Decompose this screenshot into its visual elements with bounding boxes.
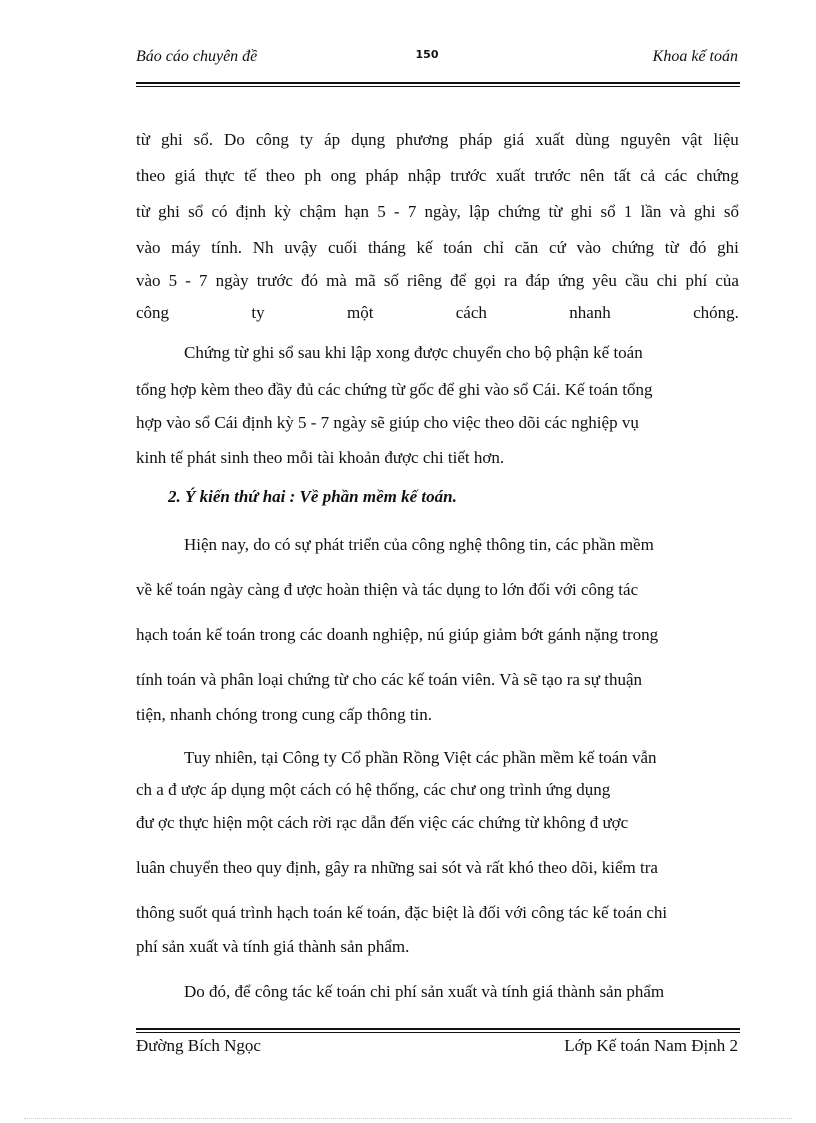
word: dụng (351, 130, 386, 149)
word: trước (256, 271, 293, 290)
text-line: Chứng từ ghi sổ sau khi lập xong được chuyển cho bộ phận kế toán (184, 343, 643, 362)
page-header (136, 46, 738, 70)
word: xuất (495, 166, 526, 185)
text-line (136, 164, 739, 188)
word: mà (326, 271, 347, 290)
word: - (393, 202, 400, 221)
word: cách (455, 303, 487, 322)
text-line: hạch toán kế toán trong các doanh nghiệp, nú giúp giảm bớt gánh nặng trong (136, 625, 659, 644)
word: xuất (535, 130, 565, 149)
word: pháp (365, 166, 399, 185)
word: liệu (713, 130, 739, 149)
text-line (136, 200, 739, 224)
word: cả (640, 166, 656, 185)
word: mã (354, 271, 376, 290)
word: công (255, 130, 289, 149)
word: đó (689, 238, 707, 257)
word: ghi (160, 130, 183, 149)
word: cuối (327, 238, 358, 257)
word: tính. (211, 238, 242, 257)
word: chứng (611, 238, 655, 257)
text-line: luân chuyển theo quy định, gây ra những sai sót và rất khó theo dõi, kiểm tra (136, 858, 658, 877)
word: ra (504, 271, 518, 290)
header-divider (136, 82, 740, 87)
word: cứ (549, 238, 566, 257)
word: trước (450, 166, 487, 185)
word: sổ (600, 202, 616, 221)
word: từ (664, 238, 679, 257)
word: kế (416, 238, 433, 257)
text-line: tiện, nhanh chóng trong cung cấp thông tin. (136, 705, 433, 724)
word: hạn (344, 202, 369, 221)
report-title: Báo cáo chuyên đề (136, 48, 258, 65)
text-line: Tuy nhiên, tại Công ty Cổ phần Rồng Việt các phần mềm kế toán vẫn (184, 748, 657, 767)
word: vào (136, 271, 161, 290)
word: chậm (299, 202, 337, 221)
word: áp (324, 130, 341, 149)
word: giá (174, 166, 196, 185)
word: máy (171, 238, 201, 257)
word: ghi (693, 202, 716, 221)
word: ngày (215, 271, 249, 290)
section-heading: 2. Ý kiến thứ hai : Về phần mềm kế toán. (168, 487, 457, 506)
word: nhập (407, 166, 441, 185)
class-name: Lớp Kế toán Nam Định 2 (564, 1036, 738, 1055)
word: yêu (592, 271, 617, 290)
word: 7 (407, 202, 417, 221)
footer-divider (136, 1028, 740, 1033)
word: ghi (717, 238, 739, 257)
text-line: phí sản xuất và tính giá thành sản phẩm. (136, 937, 410, 956)
word: đáp (525, 271, 550, 290)
word: 5 (168, 271, 178, 290)
word: một (346, 303, 374, 322)
word: pháp (459, 130, 493, 149)
word: từ (136, 202, 150, 221)
word: ong (330, 166, 357, 185)
word: định (235, 202, 266, 221)
word: giá (503, 130, 525, 149)
word: nhanh (569, 303, 611, 322)
text-line (136, 236, 739, 260)
text-line: kinh tế phát sinh theo mỗi tài khoản được chi tiết hơn. (136, 448, 505, 467)
page-number: 150 (415, 48, 439, 61)
word: lần (640, 202, 662, 221)
word: sổ (723, 202, 739, 221)
word: tháng (367, 238, 406, 257)
word: ngày, (424, 202, 461, 221)
word: chứng (497, 202, 541, 221)
text-line: Do đó, để công tác kế toán chi phí sản xuất và tính giá thành sản phẩm (184, 982, 665, 1001)
word: tất (613, 166, 631, 185)
text-line: Hiện nay, do có sự phát triển của công nghệ thông tin, các phần mềm (184, 535, 654, 554)
word: của (715, 271, 739, 290)
word: từ (548, 202, 563, 221)
word: theo (265, 166, 295, 185)
author-name: Đường Bích Ngọc (136, 1036, 261, 1055)
word: ty (251, 303, 265, 322)
word: ứng (557, 271, 585, 290)
word: kỳ (274, 202, 292, 221)
word: thực (204, 166, 235, 185)
text-line: về kế toán ngày càng đ ược hoàn thiện và tác dụng to lớn đối với công tác (136, 580, 639, 599)
word: sổ. (193, 130, 214, 149)
word: dùng (575, 130, 610, 149)
word: ghi (158, 202, 180, 221)
word: số (383, 271, 399, 290)
word: phí (685, 271, 708, 290)
word: chi (656, 271, 678, 290)
word: lập (468, 202, 490, 221)
word: 5 (377, 202, 386, 221)
word: chứng (696, 166, 739, 185)
word: nên (579, 166, 605, 185)
word: Do (224, 130, 245, 149)
word: ty (299, 130, 314, 149)
word: gọi (474, 271, 496, 290)
word: tế (244, 166, 257, 185)
word: đó (300, 271, 318, 290)
word: từ (136, 130, 150, 149)
text-line-spread (136, 301, 739, 325)
word: có (211, 202, 228, 221)
word: 1 (623, 202, 633, 221)
text-line: ch a đ ược áp dụng một cách có hệ thống, các chư ong trình ứng dụng (136, 780, 611, 799)
word: sổ (188, 202, 204, 221)
word: riêng (407, 271, 442, 290)
word: toán (443, 238, 473, 257)
word: các (664, 166, 688, 185)
word: - (185, 271, 191, 290)
word: theo (136, 166, 166, 185)
word: vào (136, 238, 161, 257)
word: vào (576, 238, 602, 257)
word: và (669, 202, 686, 221)
word: trước (534, 166, 571, 185)
word: để (450, 271, 467, 290)
word: nguyên (620, 130, 671, 149)
faculty-name: Khoa kế toán (652, 48, 738, 65)
text-line: thông suốt quá trình hạch toán kế toán, đặc biệt là đối với công tác kế toán chi (136, 903, 668, 922)
word: uvậy (284, 238, 318, 257)
text-line: hợp vào sổ Cái định kỳ 5 - 7 ngày sẽ giúp cho việc theo dõi các nghiệp vụ (136, 413, 639, 432)
page-footer (136, 1036, 738, 1062)
text-line (136, 269, 739, 293)
word: Nh (252, 238, 274, 257)
text-line: tính toán và phân loại chứng từ cho các kế toán viên. Và sẽ tạo ra sự thuận (136, 670, 643, 689)
word: 7 (199, 271, 208, 290)
word: công (136, 303, 170, 322)
word: ghi (570, 202, 593, 221)
word: cầu (624, 271, 649, 290)
page-edge (24, 1118, 792, 1119)
word: chóng. (693, 303, 739, 322)
word: chỉ (483, 238, 504, 257)
text-line (136, 128, 739, 152)
text-line: tổng hợp kèm theo đầy đủ các chứng từ gốc để ghi vào sổ Cái. Kế toán tổng (136, 380, 653, 399)
word: căn (514, 238, 539, 257)
word: phương (396, 130, 449, 149)
word: vật (681, 130, 703, 149)
word: ph (304, 166, 322, 185)
text-line: đư ợc thực hiện một cách rời rạc dẫn đến việc các chứng từ không đ ược (136, 813, 629, 832)
